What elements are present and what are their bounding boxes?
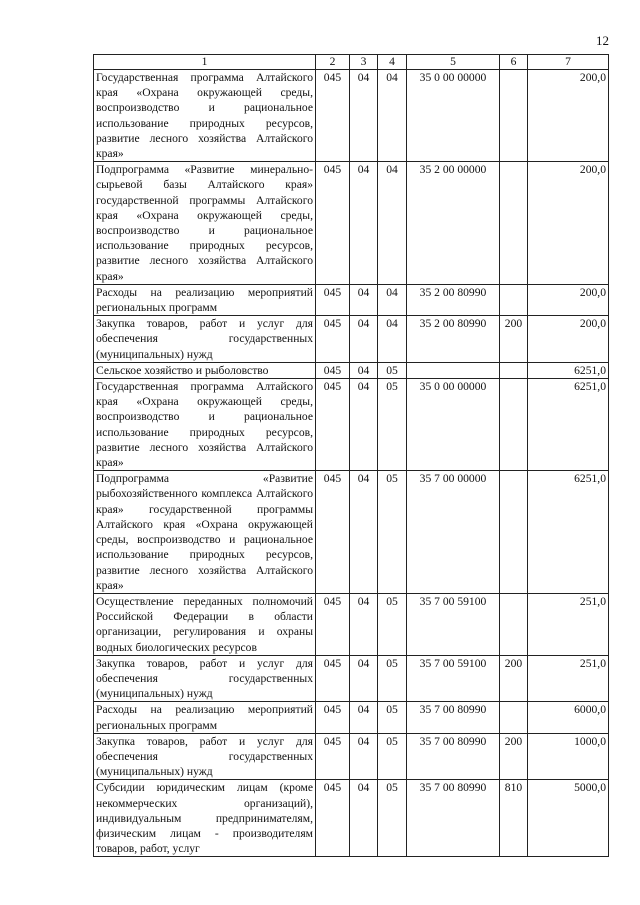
amount-cell: 200,0: [528, 162, 609, 285]
table-row: [94, 379, 609, 471]
header-cell: 3: [350, 55, 378, 70]
amount-cell: 251,0: [528, 655, 609, 702]
expense-type-cell: [500, 471, 528, 594]
section-cell: 04: [350, 733, 378, 780]
section-cell: 04: [350, 362, 378, 378]
ministry-code-cell: 045: [316, 70, 350, 162]
row-name-cell: Сельское хозяйство и рыболовство: [94, 362, 316, 378]
ministry-code-cell: 045: [316, 471, 350, 594]
section-cell: 04: [350, 471, 378, 594]
target-article-cell: 35 7 00 80990: [407, 702, 500, 733]
target-article-cell: 35 7 00 59100: [407, 655, 500, 702]
row-name-cell: Подпрограмма «Развитие минерально-сырьевой базы Алтайского края» государственной программы Алтайского края «Охрана окружающей среды, воспроизводство и рациональное использование природных ресурсов, развитие лесного хозяйства Алтайского края»: [94, 162, 316, 285]
subsection-cell: 05: [378, 471, 407, 594]
ministry-code-cell: 045: [316, 593, 350, 655]
ministry-code-cell: 045: [316, 284, 350, 315]
expense-type-cell: 200: [500, 316, 528, 363]
subsection-cell: 05: [378, 593, 407, 655]
target-article-cell: 35 2 00 80990: [407, 316, 500, 363]
ministry-code-cell: 045: [316, 733, 350, 780]
table-row: [94, 702, 609, 733]
table-row: [94, 284, 609, 315]
section-cell: 04: [350, 162, 378, 285]
row-name-cell: Закупка товаров, работ и услуг для обеспечения государственных (муниципальных) нужд: [94, 733, 316, 780]
target-article-cell: 35 7 00 80990: [407, 733, 500, 780]
table-row: [94, 70, 609, 162]
subsection-cell: 04: [378, 284, 407, 315]
subsection-cell: 04: [378, 70, 407, 162]
table-row: [94, 316, 609, 363]
header-cell: 1: [94, 55, 316, 70]
section-cell: 04: [350, 316, 378, 363]
subsection-cell: 04: [378, 162, 407, 285]
table-row: [94, 471, 609, 594]
target-article-cell: 35 0 00 00000: [407, 70, 500, 162]
target-article-cell: 35 0 00 00000: [407, 379, 500, 471]
table-row: [94, 733, 609, 780]
ministry-code-cell: 045: [316, 780, 350, 857]
subsection-cell: 05: [378, 733, 407, 780]
ministry-code-cell: 045: [316, 316, 350, 363]
section-cell: 04: [350, 593, 378, 655]
budget-table: [93, 54, 609, 857]
subsection-cell: 05: [378, 655, 407, 702]
amount-cell: 200,0: [528, 70, 609, 162]
expense-type-cell: [500, 284, 528, 315]
header-cell: 6: [500, 55, 528, 70]
target-article-cell: [407, 362, 500, 378]
amount-cell: 251,0: [528, 593, 609, 655]
header-cell: 7: [528, 55, 609, 70]
row-name-cell: Подпрограмма «Развитие рыбохозяйственного комплекса Алтайского края» государственной программы Алтайского края «Охрана окружающей среды, воспроизводство и рациональное использование природных ресурсов, развитие лесного хозяйства Алтайского края»: [94, 471, 316, 594]
expense-type-cell: [500, 362, 528, 378]
section-cell: 04: [350, 70, 378, 162]
amount-cell: 200,0: [528, 284, 609, 315]
row-name-cell: Расходы на реализацию мероприятий региональных программ: [94, 702, 316, 733]
section-cell: 04: [350, 702, 378, 733]
row-name-cell: Осуществление переданных полномочий Российской Федерации в области организации, регулирования и охраны водных биологических ресурсов: [94, 593, 316, 655]
expense-type-cell: [500, 162, 528, 285]
table-row: [94, 162, 609, 285]
expense-type-cell: [500, 70, 528, 162]
amount-cell: 6000,0: [528, 702, 609, 733]
expense-type-cell: [500, 702, 528, 733]
header-cell: 4: [378, 55, 407, 70]
ministry-code-cell: 045: [316, 162, 350, 285]
header-row: [94, 55, 609, 70]
amount-cell: 6251,0: [528, 362, 609, 378]
page-number: 12: [596, 33, 609, 48]
section-cell: 04: [350, 379, 378, 471]
expense-type-cell: [500, 379, 528, 471]
subsection-cell: 05: [378, 379, 407, 471]
amount-cell: 1000,0: [528, 733, 609, 780]
target-article-cell: 35 7 00 80990: [407, 780, 500, 857]
section-cell: 04: [350, 284, 378, 315]
table-row: [94, 780, 609, 857]
ministry-code-cell: 045: [316, 702, 350, 733]
ministry-code-cell: 045: [316, 655, 350, 702]
row-name-cell: Государственная программа Алтайского края «Охрана окружающей среды, воспроизводство и рациональное использование природных ресурсов, развитие лесного хозяйства Алтайского края»: [94, 70, 316, 162]
amount-cell: 200,0: [528, 316, 609, 363]
expense-type-cell: [500, 593, 528, 655]
subsection-cell: 04: [378, 316, 407, 363]
expense-type-cell: 200: [500, 733, 528, 780]
row-name-cell: Закупка товаров, работ и услуг для обеспечения государственных (муниципальных) нужд: [94, 655, 316, 702]
row-name-cell: Расходы на реализацию мероприятий региональных программ: [94, 284, 316, 315]
amount-cell: 5000,0: [528, 780, 609, 857]
section-cell: 04: [350, 655, 378, 702]
target-article-cell: 35 7 00 59100: [407, 593, 500, 655]
expense-type-cell: 200: [500, 655, 528, 702]
table-row: [94, 593, 609, 655]
header-cell: 2: [316, 55, 350, 70]
expense-type-cell: 810: [500, 780, 528, 857]
ministry-code-cell: 045: [316, 362, 350, 378]
table-row: [94, 655, 609, 702]
row-name-cell: Субсидии юридическим лицам (кроме некоммерческих организаций), индивидуальным предпринимателям, физическим лицам - производителям товаров, работ, услуг: [94, 780, 316, 857]
header-cell: 5: [407, 55, 500, 70]
target-article-cell: 35 7 00 00000: [407, 471, 500, 594]
amount-cell: 6251,0: [528, 379, 609, 471]
target-article-cell: 35 2 00 80990: [407, 284, 500, 315]
ministry-code-cell: 045: [316, 379, 350, 471]
subsection-cell: 05: [378, 702, 407, 733]
row-name-cell: Закупка товаров, работ и услуг для обеспечения государственных (муниципальных) нужд: [94, 316, 316, 363]
amount-cell: 6251,0: [528, 471, 609, 594]
section-cell: 04: [350, 780, 378, 857]
subsection-cell: 05: [378, 362, 407, 378]
subsection-cell: 05: [378, 780, 407, 857]
target-article-cell: 35 2 00 00000: [407, 162, 500, 285]
row-name-cell: Государственная программа Алтайского края «Охрана окружающей среды, воспроизводство и рациональное использование природных ресурсов, развитие лесного хозяйства Алтайского края»: [94, 379, 316, 471]
table-row: [94, 362, 609, 378]
